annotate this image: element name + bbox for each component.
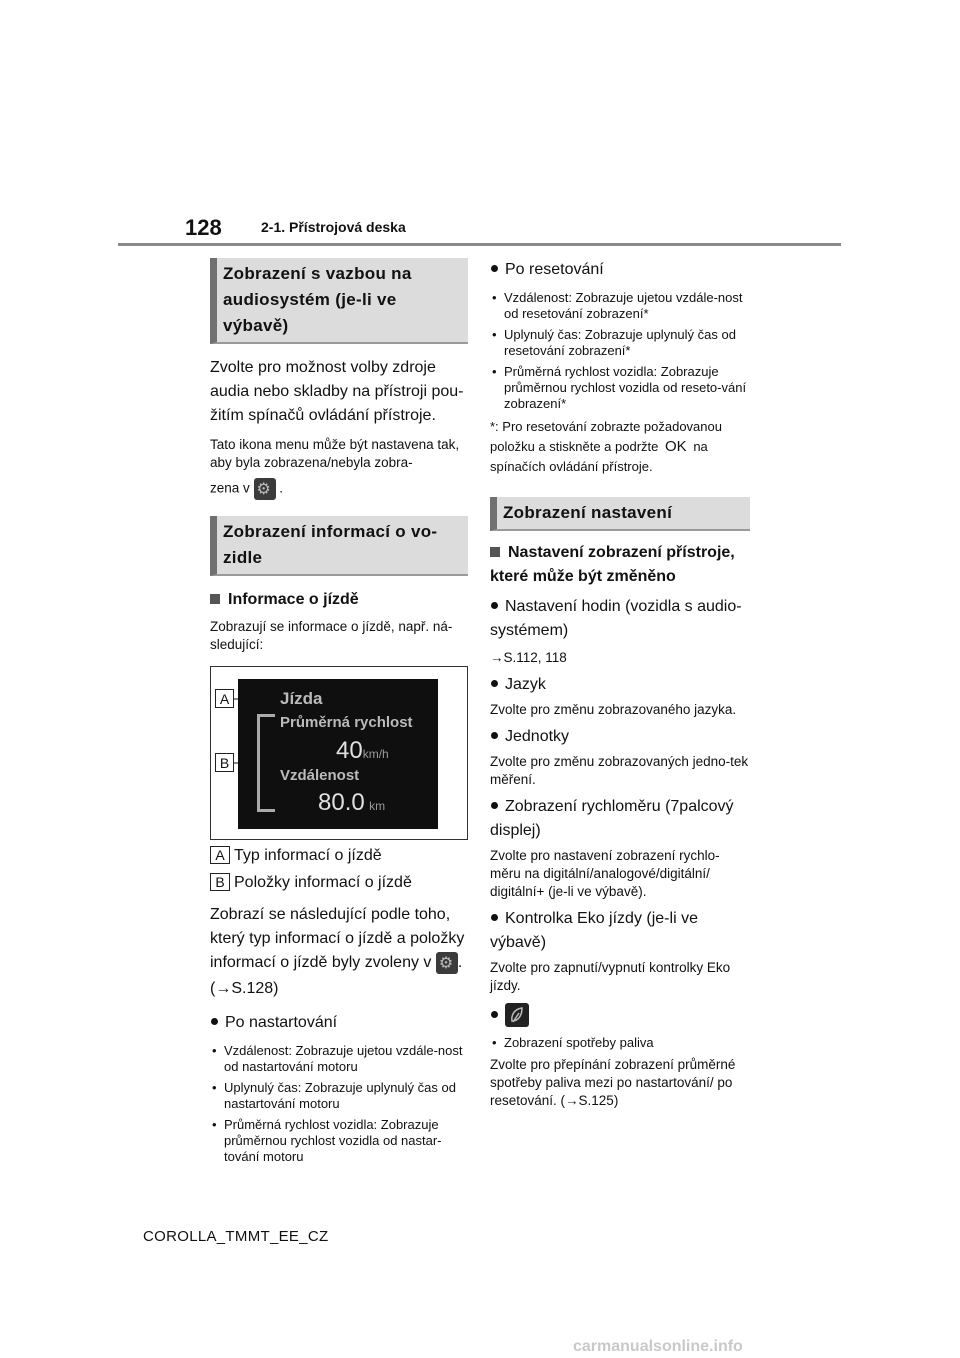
header-rule: [118, 243, 841, 246]
after-reset-label: Po resetování: [505, 261, 604, 278]
square-bullet-icon: [490, 547, 500, 557]
bracket-line: [257, 714, 260, 812]
audio-note: [210, 436, 468, 472]
left-column: [210, 258, 468, 1170]
section-heading-audio: Zobrazení s vazbou na audiosystém (je-li ve výbavě): [210, 258, 468, 344]
page-number: 128: [185, 215, 222, 240]
list-item: • Vzdálenost: Zobrazuje ujetou vzdále-nost od nastartování motoru: [210, 1043, 468, 1075]
trip-info-figure: [210, 666, 468, 840]
settings-subheading: [490, 541, 750, 589]
footnote-text: *: Pro resetování zobrazte požadovanou položku a stiskněte a podržte: [490, 419, 722, 454]
avg-speed-label: Průměrná rychlost: [280, 714, 413, 731]
bullet-dot-icon: [491, 680, 498, 687]
screen-title: Jízda: [280, 689, 323, 708]
legend-b: [210, 871, 468, 895]
legend-b-text: Položky informací o jízdě: [234, 874, 412, 891]
bullet-dot-icon: [491, 732, 498, 739]
audio-note-end: zena v ⚙ .: [210, 478, 468, 500]
after-start-label: Po nastartování: [225, 1014, 338, 1031]
list-item: • Uplynulý čas: Zobrazuje uplynulý čas od resetování zobrazení*: [490, 327, 750, 359]
units-desc: Zvolte pro změnu zobrazovaných jedno-tek měření.: [490, 754, 749, 787]
instrument-screen: [238, 679, 438, 829]
bullet-dot-icon: [491, 914, 498, 921]
language-desc: Zvolte pro změnu zobrazovaného jazyka.: [490, 702, 737, 717]
audio-paragraph: Zvolte pro možnost volby zdroje audia nebo skladby na přístroji pou-žitím spínačů ovládání přístroje.: [210, 359, 464, 424]
section-heading-settings: Zobrazení nastavení: [490, 497, 750, 531]
fuel-list: [490, 1035, 750, 1051]
avg-speed-value: [336, 737, 389, 765]
list-item: • Uplynulý čas: Zobrazuje uplynulý čas od nastartování motoru: [210, 1080, 468, 1112]
eco-label: Kontrolka Eko jízdy (je-li ve výbavě): [490, 910, 698, 951]
distance-unit: km: [369, 799, 386, 813]
language-label: Jazyk: [505, 676, 546, 693]
speedometer-desc: Zvolte pro nastavení zobrazení rychlo-měru na digitální/analogové/digitální/ digitální+ (je-li ve výbavě).: [490, 848, 720, 899]
right-column: [490, 258, 750, 1110]
bullet-dot-icon: [491, 802, 498, 809]
footer-code: COROLLA_TMMT_EE_CZ: [143, 1228, 329, 1245]
watermark: carmanualsonline.info: [573, 1338, 743, 1355]
bullet-dot-icon: [491, 602, 498, 609]
distance-value: [318, 789, 385, 817]
bullet-dot-icon: [491, 1011, 498, 1018]
language-bullet: [490, 673, 750, 697]
bracket-top: [257, 714, 275, 717]
after-reset-bullet: [490, 258, 750, 282]
clock-ref: →S.112, 118: [490, 650, 567, 665]
trip-info-subheading: [210, 588, 468, 612]
reset-footnote: [490, 417, 750, 477]
speedometer-label: Zobrazení rychloměru (7palcový displej): [490, 798, 734, 839]
bullet-dot-icon: [491, 265, 498, 272]
settings-icon: [436, 952, 458, 974]
trip-info-intro: Zobrazují se informace o jízdě, např. ná-sledující:: [210, 619, 453, 652]
square-bullet-icon: [210, 594, 220, 604]
bracket-bottom: [257, 809, 275, 812]
callout-b: B: [215, 753, 234, 772]
after-start-bullet: [210, 1011, 468, 1035]
units-bullet: [490, 725, 750, 749]
distance-label: Vzdálenost: [280, 767, 360, 784]
callout-a: A: [215, 689, 234, 708]
audio-note-text: Tato ikona menu může být nastavena tak, aby byla zobrazena/nebyla zobra-: [210, 437, 460, 470]
fuel-desc: Zvolte pro přepínání zobrazení průměrné spotřeby paliva mezi po nastartování/ po resetování. (→S.125): [490, 1057, 736, 1109]
eco-bullet: [490, 907, 750, 955]
clock-label: Nastavení hodin (vozidla s audio-systémem): [490, 598, 742, 639]
trip-desc: Zobrazí se následující podle toho, který typ informací o jízdě a položky informací o jízdě byly zvoleny v ⚙ .: [210, 903, 468, 975]
after-start-list: [210, 1043, 468, 1165]
trip-desc-ref: (→S.128): [210, 980, 279, 997]
trip-desc-text: Zobrazí se následující podle toho, který typ informací o jízdě a položky informací o jízdě byly zvoleny v: [210, 906, 465, 971]
legend-a-box: A: [210, 846, 230, 864]
avg-speed-number: 40: [336, 737, 363, 764]
after-reset-list: [490, 290, 750, 412]
leaf-icon: [505, 1003, 529, 1027]
eco-desc: Zvolte pro zapnutí/vypnutí kontrolky Eko jízdy.: [490, 960, 731, 993]
units-label: Jednotky: [505, 728, 570, 745]
avg-speed-unit: km/h: [362, 747, 389, 761]
trip-info-subheading-text: Informace o jízdě: [228, 591, 359, 608]
legend-a-text: Typ informací o jízdě: [234, 847, 382, 864]
chapter-title: 2-1. Přístrojová deska: [261, 219, 406, 235]
settings-icon: [254, 478, 276, 500]
footnote-text-end: na spínačích ovládání přístroje.: [490, 439, 708, 474]
list-item: • Zobrazení spotřeby paliva: [490, 1035, 750, 1051]
legend-b-box: B: [210, 873, 230, 891]
audio-note-text-end: zena v: [210, 480, 250, 496]
section-heading-vehicle-info: Zobrazení informací o vo-zidle: [210, 516, 468, 576]
list-item: • Vzdálenost: Zobrazuje ujetou vzdále-nost od resetování zobrazení*: [490, 290, 750, 322]
legend-a: [210, 844, 468, 868]
speedometer-bullet: [490, 795, 750, 843]
distance-number: 80.0: [318, 789, 365, 816]
clock-bullet: [490, 595, 750, 643]
list-item: • Průměrná rychlost vozidla: Zobrazuje průměrnou rychlost vozidla od nastar-tování motoru: [210, 1117, 468, 1165]
ok-button-glyph: OK: [665, 438, 687, 455]
settings-subheading-text: Nastavení zobrazení přístroje, které může být změněno: [490, 544, 735, 585]
leaf-bullet: [490, 1003, 750, 1027]
list-item: • Průměrná rychlost vozidla: Zobrazuje průměrnou rychlost vozidla od reseto-vání zobrazení*: [490, 364, 750, 412]
bullet-dot-icon: [211, 1018, 218, 1025]
